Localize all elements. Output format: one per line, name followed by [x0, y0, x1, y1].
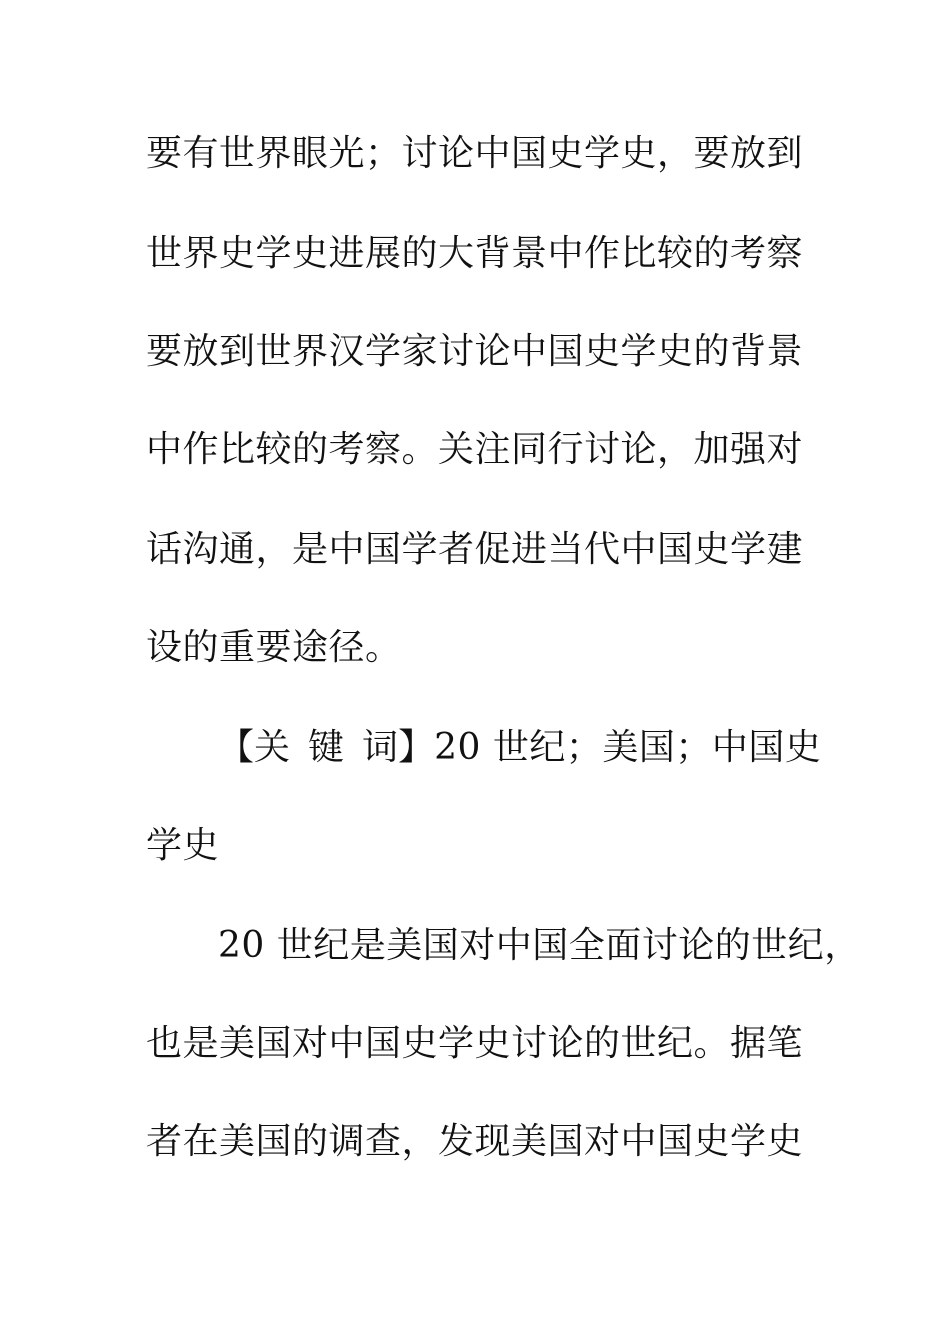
keywords-continuation: 学史 — [146, 825, 220, 866]
keywords-line — [218, 726, 821, 770]
keywords-label: 【关 键 词】 — [218, 727, 435, 768]
body-paragraph-line: 者在美国的调查，发现美国对中国史学史 — [146, 1121, 804, 1162]
body-paragraph-line: 20 世纪是美国对中国全面讨论的世纪， — [218, 925, 861, 966]
keywords-text: 20 世纪；美国；中国史 — [434, 727, 822, 768]
abstract-line: 世界史学史进展的大背景中作比较的考察 — [146, 233, 804, 274]
abstract-line: 设的重要途径。 — [146, 627, 402, 668]
abstract-line: 话沟通，是中国学者促进当代中国史学建 — [146, 529, 804, 570]
abstract-line: 要有世界眼光；讨论中国史学史，要放到 — [146, 133, 804, 174]
abstract-line: 中作比较的考察。关注同行讨论，加强对 — [146, 429, 804, 470]
body-paragraph-line: 也是美国对中国史学史讨论的世纪。据笔 — [146, 1023, 804, 1064]
abstract-line: 要放到世界汉学家讨论中国史学史的背景 — [146, 331, 804, 372]
